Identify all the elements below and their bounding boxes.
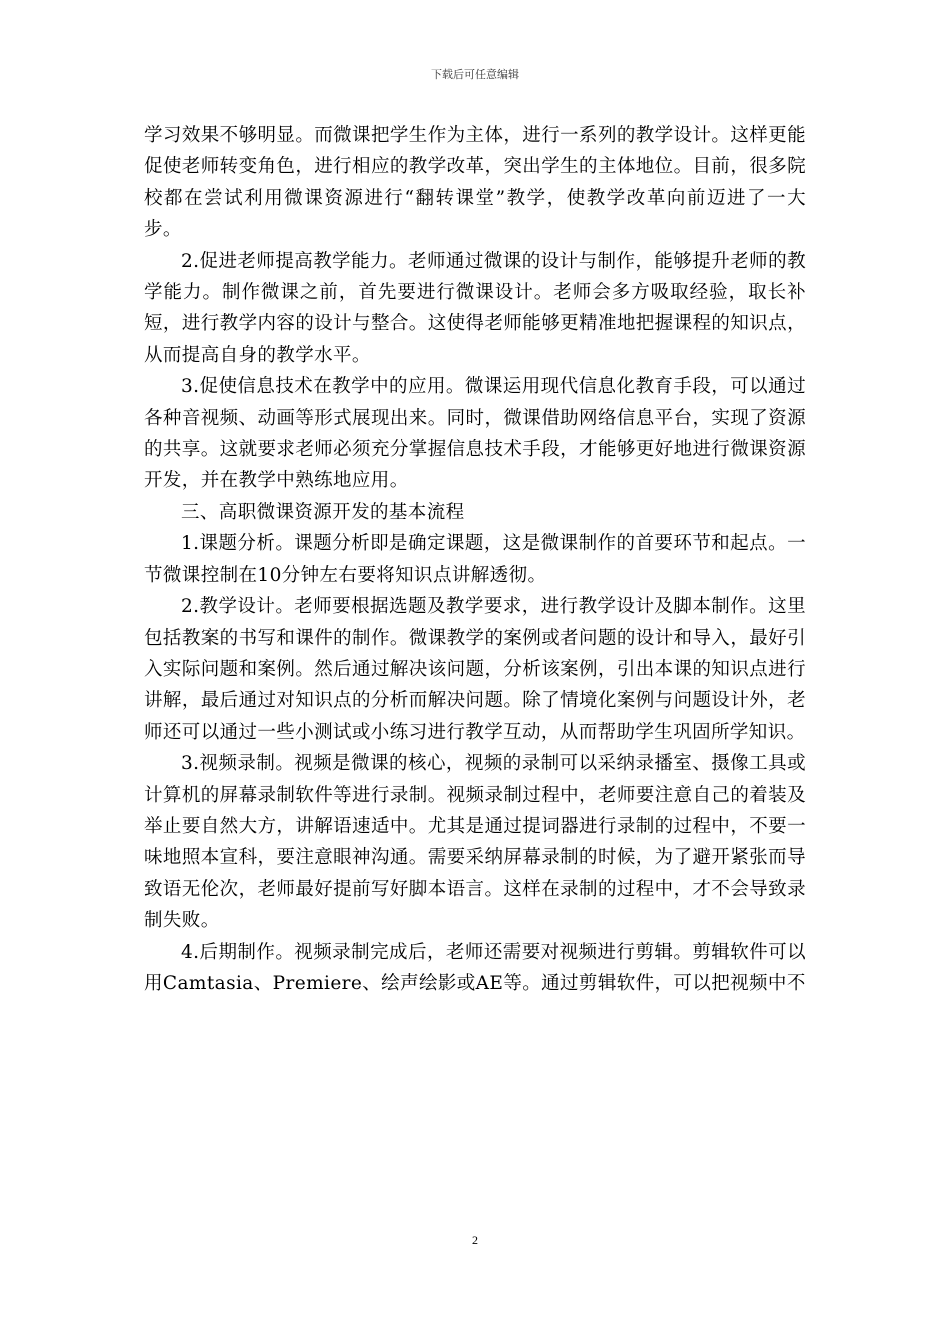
body-text	[144, 120, 806, 999]
section-heading: 三、高职微课资源开发的基本流程	[181, 501, 465, 523]
paragraph-step-1: 1.课题分析。课题分析即是确定课题，这是微课制作的首要环节和起点。一节微课控制在10分钟左右要将知识点讲解透彻。	[144, 533, 806, 586]
page-header: 下载后可任意编辑	[431, 68, 519, 81]
paragraph-step-3: 3.视频录制。视频是微课的核心，视频的录制可以采纳录播室、摄像工具或计算机的屏幕录制软件等进行录制。视频录制过程中，老师要注意自己的着装及举止要自然大方，讲解语速适中。尤其是通过提词器进行录制的过程中，不要一味地照本宣科，要注意眼神沟通。需要采纳屏幕录制的时候，为了避开紧张而导致语无伦次，老师最好提前写好脚本语言。这样在录制的过程中，才不会导致录制失败。	[144, 753, 806, 932]
paragraph-step-4: 4.后期制作。视频录制完成后，老师还需要对视频进行剪辑。剪辑软件可以用Camtasia、Premiere、绘声绘影或AE等。通过剪辑软件，可以把视频中不	[144, 941, 806, 994]
paragraph-point-2: 2.促进老师提高教学能力。老师通过微课的设计与制作，能够提升老师的教学能力。制作微课之前，首先要进行微课设计。老师会多方吸取经验，取长补短，进行教学内容的设计与整合。这使得老师能够更精准地把握课程的知识点，从而提高自身的教学水平。	[144, 250, 806, 366]
page-number: 2	[472, 1233, 478, 1247]
paragraph-step-2: 2.教学设计。老师要根据选题及教学要求，进行教学设计及脚本制作。这里包括教案的书写和课件的制作。微课教学的案例或者问题的设计和导入，最好引入实际问题和案例。然后通过解决该问题，分析该案例，引出本课的知识点进行讲解，最后通过对知识点的分析而解决问题。除了情境化案例与问题设计外，老师还可以通过一些小测试或小练习进行教学互动，从而帮助学生巩固所学知识。	[144, 596, 806, 743]
paragraph-point-3: 3.促使信息技术在教学中的应用。微课运用现代信息化教育手段，可以通过各种音视频、动画等形式展现出来。同时，微课借助网络信息平台，实现了资源的共享。这就要求老师必须充分掌握信息技术手段，才能够更好地进行微课资源开发，并在教学中熟练地应用。	[144, 376, 806, 492]
paragraph-continuation: 学习效果不够明显。而微课把学生作为主体，进行一系列的教学设计。这样更能促使老师转变角色，进行相应的教学改革，突出学生的主体地位。目前，很多院校都在尝试利用微课资源进行“翻转课堂”教学，使教学改革向前迈进了一大步。	[144, 125, 806, 241]
